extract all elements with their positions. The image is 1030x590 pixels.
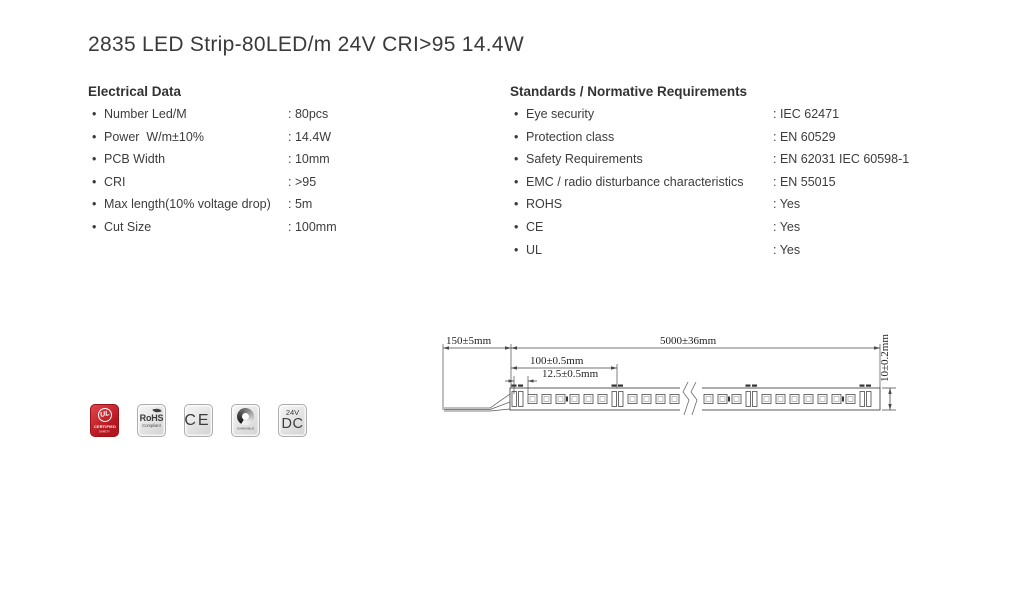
spec-row-max-length [88,197,408,220]
dim-lead-wire-label: 150±5mm [446,335,492,347]
spec-value: : 80pcs [288,107,329,121]
spec-label: CRI [104,174,126,189]
ce-label: CE [184,411,211,429]
rohs-compliant-label: Compliant [142,423,161,429]
spec-label: Eye security [526,107,595,121]
spec-value: : EN 60529 [773,129,836,144]
standards-heading: Standards / Normative Requirements [510,84,748,99]
ul-certified-label: CERTIFIED [93,424,116,430]
spec-value: : Yes [773,219,801,234]
bullet-icon: • [92,197,97,212]
spec-label: PCB Width [104,152,166,167]
spec-label: Number Led/M [104,107,187,121]
spec-value: : IEC 62471 [773,107,840,121]
standards-section [510,84,970,265]
lead-wires-shape [444,394,510,411]
ul-certified-badge [90,404,119,437]
bullet-icon: • [92,174,97,189]
spec-row-cut-size [88,220,408,243]
spec-value: : 100mm [288,219,337,234]
spec-row-power [88,130,408,153]
bullet-icon: • [514,174,519,189]
ce-badge [184,404,213,437]
spec-value: : EN 55015 [773,174,836,189]
electrical-heading: Electrical Data [88,84,182,99]
spec-label: CE [526,219,544,234]
spec-value: : EN 62031 IEC 60598-1 [773,152,910,167]
spec-row-ce [510,220,970,243]
bullet-icon: • [514,197,519,212]
spec-value: : 10mm [288,152,330,167]
bullet-icon: • [514,242,519,257]
bullet-icon: • [92,219,97,234]
spec-value: : 14.4W [288,129,332,144]
bullet-icon: • [514,219,519,234]
dc-voltage-badge [278,404,307,437]
rohs-label: RoHS [139,413,164,423]
page-title: 2835 LED Strip-80LED/m 24V CRI>95 14.4W [88,33,524,56]
spec-row-number-led [88,107,408,130]
bullet-icon: • [514,129,519,144]
dimmable-label: DIMMABLE [237,427,255,431]
spec-value: : 5m [288,197,313,212]
spec-label: Cut Size [104,219,152,234]
bullet-icon: • [92,107,97,121]
bullet-icon: • [514,107,519,121]
bullet-icon: • [92,129,97,144]
dim-cut-unit-label: 100±0.5mm [530,355,584,367]
bullet-icon: • [514,152,519,167]
bullet-icon: • [92,152,97,167]
spec-row-rohs [510,197,970,220]
dim-led-pitch-label: 12.5±0.5mm [542,368,599,380]
spec-value: : Yes [773,242,801,257]
voltage-label: 24V [285,408,300,417]
spec-value: : Yes [773,197,801,212]
spec-row-protection-class [510,130,970,153]
spec-label: ROHS [526,197,563,212]
spec-label: UL [526,242,542,257]
spec-label: Max length(10% voltage drop) [104,197,271,212]
spec-label: EMC / radio disturbance characteristics [526,174,744,189]
spec-label: Protection class [526,129,615,144]
spec-row-safety-requirements [510,152,970,175]
certification-badges [90,404,307,437]
spec-row-cri [88,175,408,198]
dimmable-badge [231,404,260,437]
ul-safety-label: SAFETY [99,430,110,434]
spec-row-eye-security [510,107,970,130]
spec-row-emc [510,175,970,198]
spec-label: Power W/m±10% [104,129,204,144]
led-strip-drawing [430,318,925,430]
rohs-badge [137,404,166,437]
spec-label: Safety Requirements [526,152,643,167]
dim-total-length-label: 5000±36mm [660,335,717,347]
spec-row-pcb-width [88,152,408,175]
dim-pcb-width-label: 10±0.2mm [879,334,891,382]
spec-row-ul [510,243,970,266]
dc-label: DC [281,416,304,432]
electrical-data-section [88,84,408,243]
spec-value: : >95 [288,174,317,189]
ul-logo-icon: UL [96,407,113,424]
dimmable-dial-icon [237,408,254,425]
